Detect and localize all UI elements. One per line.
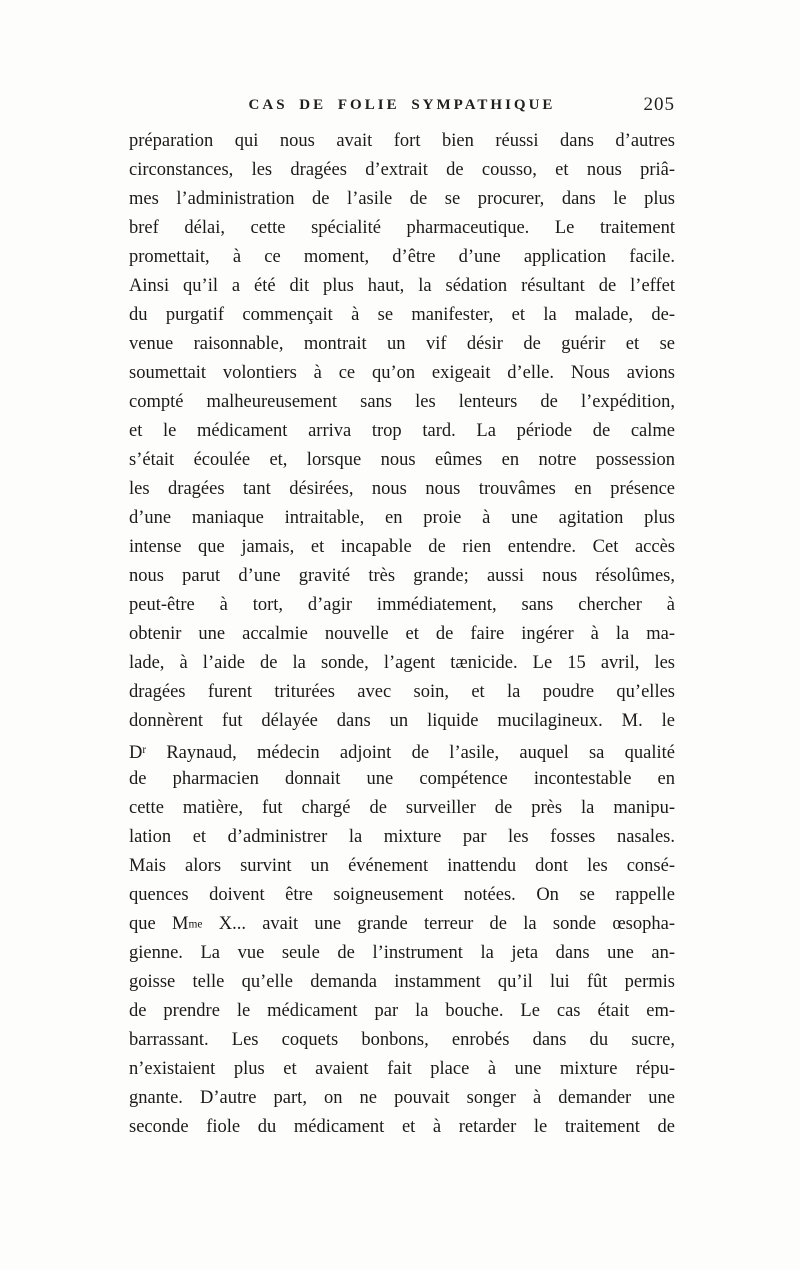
text-line: de pharmacien donnait une compétence incontestable en <box>129 769 675 789</box>
text-line: d’une maniaque intraitable, en proie à une agitation plus <box>129 508 675 528</box>
text-line: seconde fiole du médicament et à retarder le traitement de <box>129 1117 675 1137</box>
text-line: lade, à l’aide de la sonde, l’agent tænicide. Le 15 avril, les <box>129 653 675 673</box>
text-line: quences doivent être soigneusement notées. On se rappelle <box>129 885 675 905</box>
text-line: circonstances, les dragées d’extrait de cousso, et nous priâ- <box>129 160 675 180</box>
text-line: Ainsi qu’il a été dit plus haut, la sédation résultant de l’effet <box>129 276 675 296</box>
text-line: cette matière, fut chargé de surveiller de près la manipu- <box>129 798 675 818</box>
text-line: préparation qui nous avait fort bien réussi dans d’autres <box>129 131 675 151</box>
text-line: barrassant. Les coquets bonbons, enrobés dans du sucre, <box>129 1030 675 1050</box>
text-line: peut-être à tort, d’agir immédiatement, sans chercher à <box>129 595 675 615</box>
text-line: compté malheureusement sans les lenteurs de l’expédition, <box>129 392 675 412</box>
running-head <box>129 94 675 116</box>
text-line: bref délai, cette spécialité pharmaceutique. Le traitement <box>129 218 675 238</box>
small-abbreviation: me <box>188 918 203 931</box>
text-line: promettait, à ce moment, d’être d’une application facile. <box>129 247 675 267</box>
superscript-abbreviation: r <box>142 744 147 756</box>
text-line: n’existaient plus et avaient fait place à une mixture répu- <box>129 1059 675 1079</box>
text-line: nous parut d’une gravité très grande; aussi nous résolûmes, <box>129 566 675 586</box>
text-line: donnèrent fut délayée dans un liquide mucilagineux. M. le <box>129 711 675 731</box>
text-line: obtenir une accalmie nouvelle et de faire ingérer à la ma- <box>129 624 675 644</box>
text-line: gienne. La vue seule de l’instrument la jeta dans une an- <box>129 943 675 963</box>
text-line: intense que jamais, et incapable de rien entendre. Cet accès <box>129 537 675 557</box>
text-line: les dragées tant désirées, nous nous trouvâmes en présence <box>129 479 675 499</box>
text-line: goisse telle qu’elle demanda instamment qu’il lui fût permis <box>129 972 675 992</box>
text-line: Mais alors survint un événement inattendu dont les consé- <box>129 856 675 876</box>
page-number: 205 <box>643 94 675 115</box>
text-line: soumettait volontiers à ce qu’on exigeait d’elle. Nous avions <box>129 363 675 383</box>
text-line: dragées furent triturées avec soin, et la poudre qu’elles <box>129 682 675 702</box>
body-text <box>129 127 675 1142</box>
running-head-title: CAS DE FOLIE SYMPATHIQUE <box>248 97 556 113</box>
text-line: gnante. D’autre part, on ne pouvait songer à demander une <box>129 1088 675 1108</box>
text-line: que Mme X... avait une grande terreur de la sonde œsopha- <box>129 914 675 934</box>
text-line: du purgatif commençait à se manifester, et la malade, de- <box>129 305 675 325</box>
text-line: $D^r$ Raynaud, médecin adjoint de l’asile, auquel sa qualité <box>129 742 675 763</box>
text-line: lation et d’administrer la mixture par les fosses nasales. <box>129 827 675 847</box>
text-line: et le médicament arriva trop tard. La période de calme <box>129 421 675 441</box>
text-line: venue raisonnable, montrait un vif désir de guérir et se <box>129 334 675 354</box>
text-line: mes l’administration de l’asile de se procurer, dans le plus <box>129 189 675 209</box>
text-line: s’était écoulée et, lorsque nous eûmes en notre possession <box>129 450 675 470</box>
text-line: de prendre le médicament par la bouche. Le cas était em- <box>129 1001 675 1021</box>
